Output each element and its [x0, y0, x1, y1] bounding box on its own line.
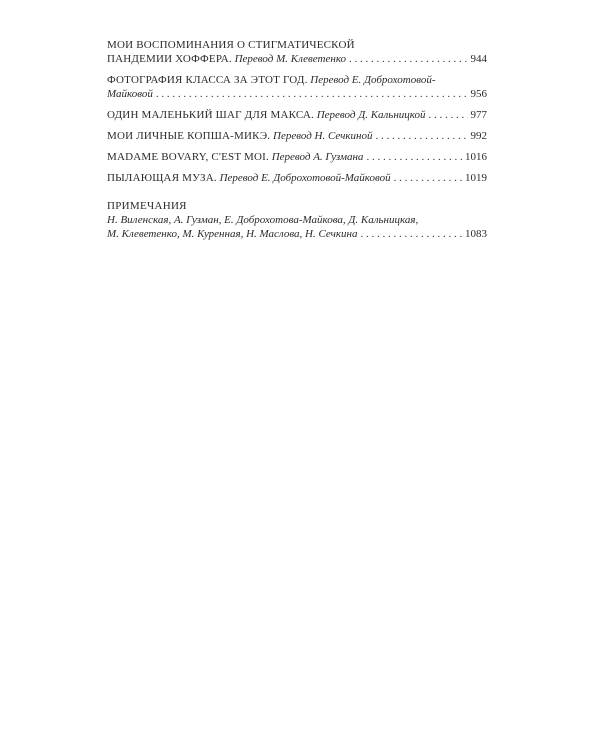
toc-entry-title: ОДИН МАЛЕНЬКИЙ ШАГ ДЛЯ МАКСА. — [107, 109, 314, 121]
dot-leader — [366, 150, 462, 164]
toc-notes-section — [107, 199, 487, 241]
toc-entry-page: 944 — [470, 53, 487, 65]
dot-leader — [349, 52, 467, 66]
toc-entry-translator: Майковой — [107, 88, 153, 100]
toc-entry-title: МОИ ЛИЧНЫЕ КОПША-МИКЭ. — [107, 130, 271, 142]
dot-leader — [375, 129, 467, 143]
toc-entry-translator: Перевод Д. Кальницкой — [316, 109, 426, 121]
toc-entry-line — [107, 38, 487, 52]
notes-authors: Н. Виленская, А. Гузман, Е. Доброхотова-Майкова, Д. Кальницкая, — [107, 214, 419, 226]
toc-entry-translator: Перевод А. Гузмана — [271, 151, 364, 163]
notes-page: 1083 — [465, 228, 487, 240]
toc-entry-title: ПАНДЕМИИ ХОФФЕРА. — [107, 53, 232, 65]
toc-entry — [107, 171, 487, 185]
toc-entry-title: MADAME BOVARY, C'EST MOI. — [107, 151, 269, 163]
toc-entry-line — [107, 227, 487, 241]
toc-entry — [107, 73, 487, 101]
toc-entry-page: 956 — [470, 88, 487, 100]
toc-entry-line — [107, 52, 487, 66]
dot-leader — [429, 108, 468, 122]
toc-entry-title: ФОТОГРАФИЯ КЛАССА ЗА ЭТОТ ГОД. — [107, 74, 308, 86]
toc-entry-page: 1019 — [465, 172, 487, 184]
toc-entry-line — [107, 213, 487, 227]
toc-entry-title: ПЫЛАЮЩАЯ МУЗА. — [107, 172, 217, 184]
toc-entry-line — [107, 108, 487, 122]
toc-entry — [107, 150, 487, 164]
notes-authors: М. Клеветенко, М. Куренная, Н. Маслова, Н. Сечкина — [107, 228, 358, 240]
toc-entry-page: 992 — [470, 130, 487, 142]
toc-entry-line — [107, 129, 487, 143]
table-of-contents — [107, 38, 487, 248]
toc-entry — [107, 38, 487, 66]
toc-entry — [107, 129, 487, 143]
toc-entry-translator: Перевод Н. Сечкиной — [273, 130, 373, 142]
toc-entry-translator: Перевод Е. Доброхотовой- — [310, 74, 436, 86]
toc-entry — [107, 108, 487, 122]
dot-leader — [394, 171, 462, 185]
toc-entry-title: МОИ ВОСПОМИНАНИЯ О СТИГМАТИЧЕСКОЙ — [107, 39, 355, 51]
toc-entry-page: 977 — [470, 109, 487, 121]
dot-leader — [361, 227, 463, 241]
toc-entry-translator: Перевод М. Клеветенко — [234, 53, 347, 65]
toc-entry-line — [107, 87, 487, 101]
toc-entry-line — [107, 150, 487, 164]
toc-entry-line — [107, 171, 487, 185]
dot-leader — [156, 87, 468, 101]
toc-entry-line — [107, 73, 487, 87]
toc-entry-page: 1016 — [465, 151, 487, 163]
toc-entry-translator: Перевод Е. Доброхотовой-Майковой — [219, 172, 391, 184]
notes-heading: ПРИМЕЧАНИЯ — [107, 200, 187, 212]
